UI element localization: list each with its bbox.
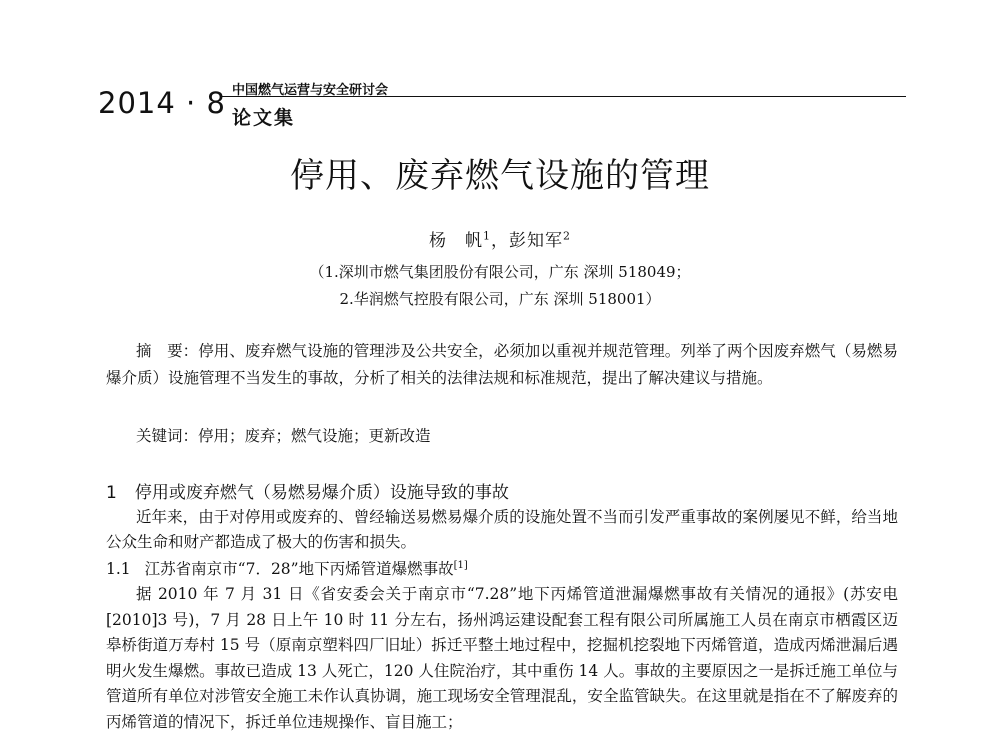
keywords-label: 关键词： — [136, 427, 199, 445]
header-rule — [222, 96, 906, 97]
subsection-title: 江苏省南京市“7．28”地下丙烯管道爆燃事故 — [144, 560, 454, 578]
abstract — [106, 338, 898, 392]
keywords-text: 停用；废弃；燃气设施；更新改造 — [198, 427, 431, 445]
section-heading — [106, 478, 509, 503]
affiliation-1: （1.深圳市燃气集团股份有限公司，广东 深圳 518049； — [309, 263, 691, 281]
keywords — [136, 424, 431, 446]
subsection-heading — [106, 557, 468, 579]
author-name: 杨 帆 — [429, 231, 483, 251]
subsection-paragraph: 据 2010 年 7 月 31 日《省安委会关于南京市“7.28”地下丙烯管道泄漏爆燃事故有关情况的通报》(苏安电[2010]3 号)，7 月 28 日上午 10 时 11 分左右，扬州鸿运建设配套工程有限公司所属施工人员在南京市栖霞区迈皋桥街道万寿村 15 号（原南京塑料四厂旧址）拆迁平整土地过程中，挖掘机挖裂地下丙烯管道，造成丙烯泄漏后遇明火发生爆燃。事故已造成 13 人死亡，120 人住院治疗，其中重伤 14 人。事故的主要原因之一是拆迁施工单位与管道所有单位对涉管安全施工未作认真协调，施工现场安全管理混乱，安全监管缺失。在这里就是指在不了解废弃的丙烯管道的情况下，拆迁单位违规操作、盲目施工； — [106, 585, 898, 731]
author-line — [0, 226, 1000, 251]
section-number: 1 — [106, 483, 117, 503]
abstract-label: 摘 要： — [136, 342, 199, 360]
section-paragraph: 近年来，由于对停用或废弃的、曾经输送易燃易爆介质的设施处置不当而引发严重事故的案例屡见不鲜，给当地公众生命和财产都造成了极大的伤害和损失。 — [106, 508, 898, 551]
collection-label: 论文集 — [232, 107, 296, 129]
abstract-text: 停用、废弃燃气设施的管理涉及公共安全，必须加以重视并规范管理。列举了两个因废弃燃气（易燃易爆介质）设施管理不当发生的事故，分析了相关的法律法规和标准规范，提出了解决建议与措施。 — [106, 342, 898, 387]
reference-mark[interactable]: [1] — [453, 559, 468, 571]
paper-title: 停用、废弃燃气设施的管理 — [290, 156, 710, 196]
section-title: 停用或废弃燃气（易燃易爆介质）设施导致的事故 — [134, 483, 509, 503]
author-affil-mark: 2 — [563, 229, 571, 243]
author-affil-mark: 1 — [483, 229, 491, 243]
author-name: 彭知军 — [509, 231, 563, 251]
author-separator: ， — [491, 231, 509, 251]
subsection-number: 1.1 — [106, 560, 131, 578]
affiliation-2: 2.华润燃气控股有限公司，广东 深圳 518001） — [339, 290, 661, 308]
issue-year: 2014 · 8 — [98, 86, 226, 120]
conference-name: 中国燃气运营与安全研讨会 — [232, 83, 389, 98]
